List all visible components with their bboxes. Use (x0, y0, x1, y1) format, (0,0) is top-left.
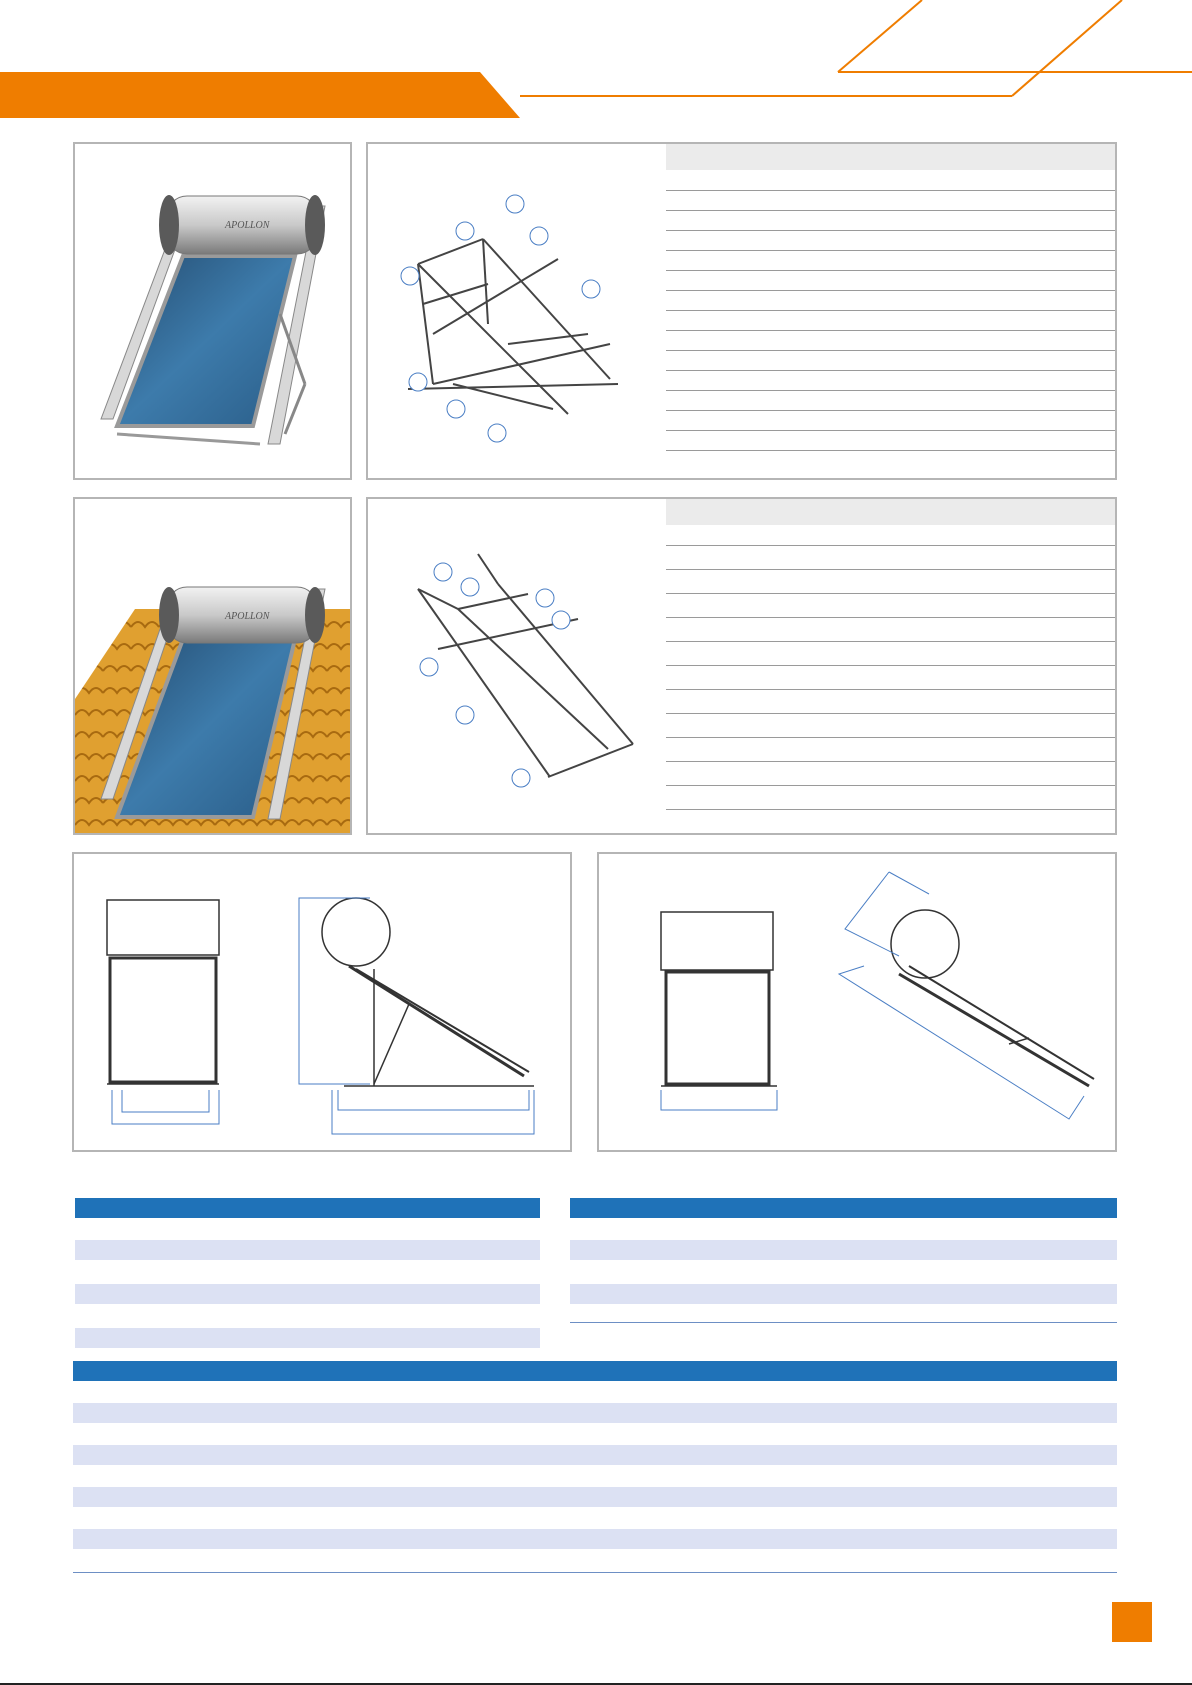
table-row (73, 1466, 1117, 1486)
flat-roof-dimension-drawing (74, 854, 570, 1150)
parts-list-line (666, 230, 1117, 231)
bottom-table-header (73, 1361, 1117, 1381)
table-row (73, 1445, 1117, 1465)
solar-heater-flat-roof-photo (75, 144, 350, 478)
table-row (75, 1328, 540, 1348)
table-row (73, 1424, 1117, 1444)
parts-list-header-2 (666, 499, 1117, 525)
parts-list-line (666, 250, 1117, 251)
parts-list-line (666, 390, 1117, 391)
table-row (73, 1529, 1117, 1549)
parts-list-line (666, 665, 1117, 666)
table-row (75, 1218, 540, 1238)
table-row (570, 1262, 1117, 1282)
tiled-roof-dimensions-panel (597, 852, 1117, 1152)
solar-heater-tiled-roof-photo (75, 499, 350, 833)
parts-list-line (666, 430, 1117, 431)
table-row (570, 1240, 1117, 1260)
parts-list-line (666, 330, 1117, 331)
flat-roof-dimensions-panel (72, 852, 572, 1152)
table-row (75, 1262, 540, 1282)
table-row (75, 1240, 540, 1260)
tiled-roof-dimension-drawing (599, 854, 1115, 1150)
tiled-roof-diagram-panel (366, 497, 1117, 835)
parts-list-line (666, 190, 1117, 191)
parts-list-line (666, 641, 1117, 642)
brand-text: APOLLON (225, 611, 270, 622)
table-bottom-line (73, 1572, 1117, 1573)
parts-list-line (666, 545, 1117, 546)
flat-roof-diagram-panel (366, 142, 1117, 480)
table-row (73, 1508, 1117, 1528)
table-row (570, 1306, 1117, 1326)
tiled-roof-photo-panel (73, 497, 352, 835)
header-orange-bar (0, 72, 520, 118)
parts-list-line (666, 593, 1117, 594)
parts-list-line (666, 809, 1117, 810)
parts-list-line (666, 617, 1117, 618)
parts-list-line (666, 737, 1117, 738)
parts-list-line (666, 270, 1117, 271)
brand-text: APOLLON (225, 220, 270, 231)
table-bottom-line (570, 1322, 1117, 1323)
parts-list-line (666, 761, 1117, 762)
parts-list-line (666, 350, 1117, 351)
table-row (570, 1284, 1117, 1304)
parts-list-header-1 (666, 144, 1117, 170)
parts-list-line (666, 210, 1117, 211)
table-row (73, 1382, 1117, 1402)
left-table-header (75, 1198, 540, 1218)
flat-roof-photo-panel (73, 142, 352, 480)
table-row (73, 1403, 1117, 1423)
parts-list-line (666, 689, 1117, 690)
parts-list-line (666, 370, 1117, 371)
header-decoration (0, 0, 1192, 120)
table-row (73, 1487, 1117, 1507)
right-table-header (570, 1198, 1117, 1218)
table-row (75, 1306, 540, 1326)
flat-roof-frame-diagram (388, 184, 628, 444)
parts-list-line (666, 450, 1117, 451)
parts-list-line (666, 290, 1117, 291)
parts-list-line (666, 713, 1117, 714)
parts-list-line (666, 410, 1117, 411)
parts-list-line (666, 310, 1117, 311)
tiled-roof-frame-diagram (398, 549, 658, 799)
table-row (75, 1284, 540, 1304)
table-row (570, 1218, 1117, 1238)
parts-list-line (666, 569, 1117, 570)
page-number-badge (1112, 1602, 1152, 1642)
parts-list-line (666, 785, 1117, 786)
